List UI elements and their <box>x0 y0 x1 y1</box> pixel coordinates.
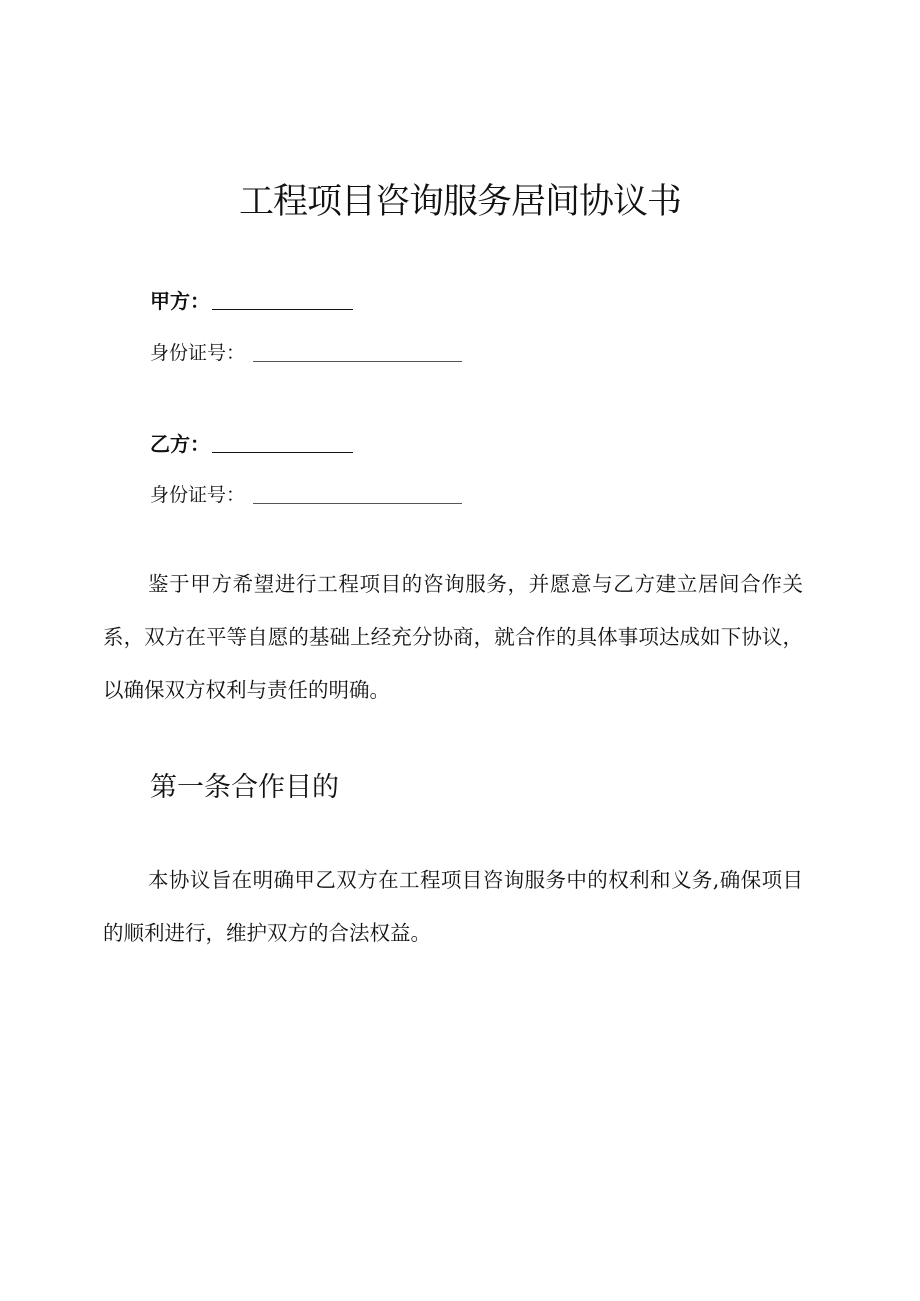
section-1-body: 本协议旨在明确甲乙双方在工程项目咨询服务中的权利和义务,确保项目的顺利进行，维护双方的合法权益。 <box>103 868 803 945</box>
party-a-id-row <box>150 336 462 366</box>
party-b-id-blank <box>253 483 462 504</box>
party-a-label: 甲方： <box>150 289 210 313</box>
preamble-paragraph: 鉴于甲方希望进行工程项目的咨询服务，并愿意与乙方建立居间合作关系，双方在平等自愿的基础上经充分协商，就合作的具体事项达成如下协议，以确保双方权利与责任的明确。 <box>103 572 803 702</box>
party-a-name-blank <box>212 289 353 310</box>
party-a-row <box>150 284 353 314</box>
party-b-row <box>150 427 353 457</box>
section-1-heading: 第一条合作目的 <box>150 772 339 803</box>
document-title: 工程项目咨询服务居间协议书 <box>238 182 681 222</box>
party-b-id-label: 身份证号： <box>150 484 246 506</box>
party-a-id-blank <box>253 341 462 362</box>
party-b-label: 乙方： <box>150 432 210 456</box>
party-b-id-row <box>150 478 462 508</box>
party-b-name-blank <box>212 432 353 453</box>
party-a-id-label: 身份证号： <box>150 342 246 364</box>
